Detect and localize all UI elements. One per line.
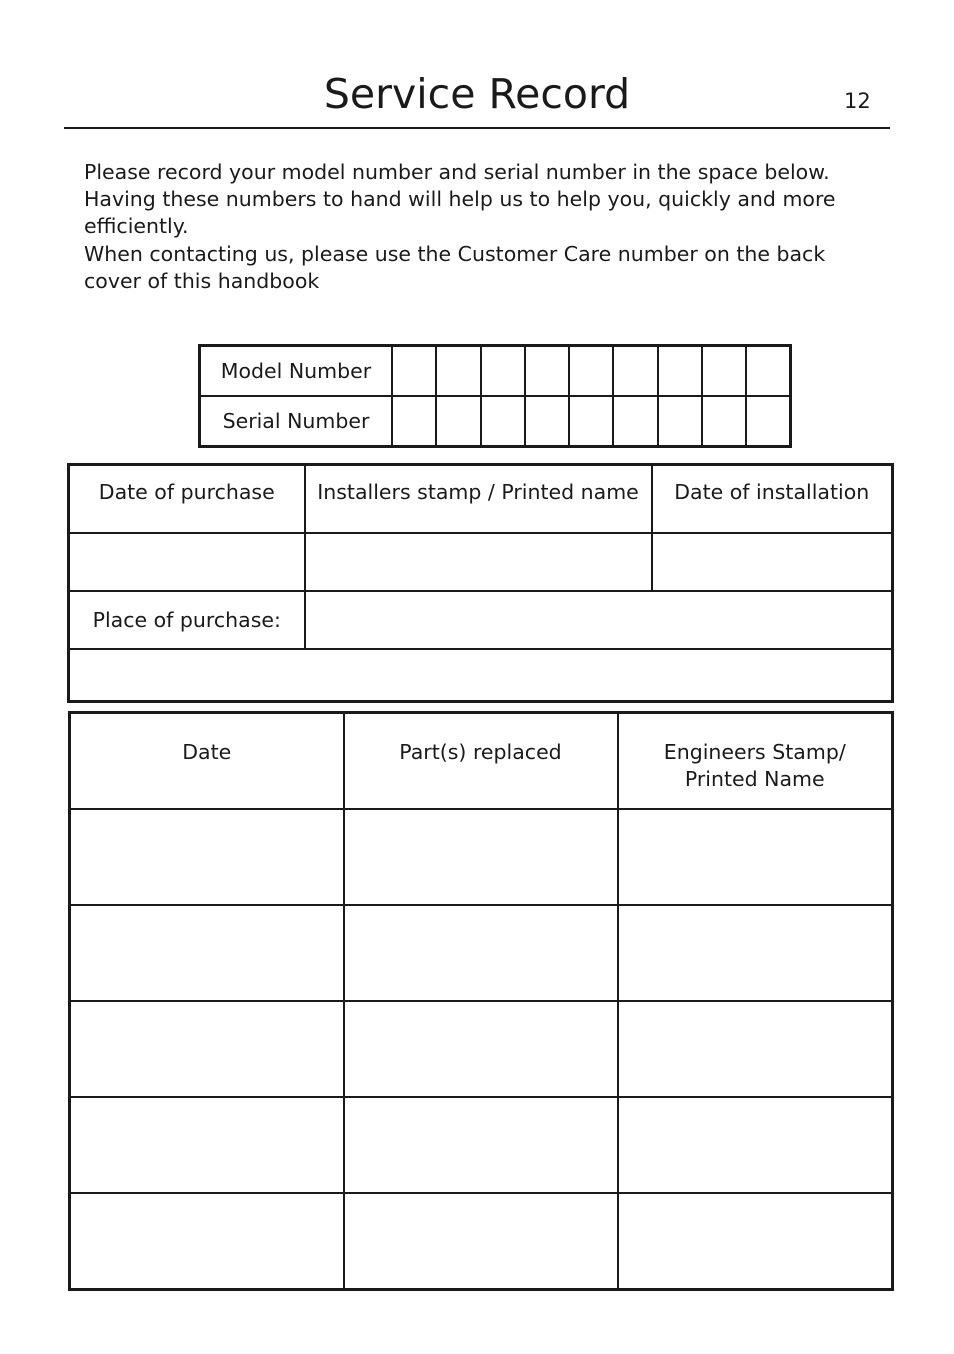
service-table <box>68 711 894 1291</box>
model-number-box[interactable] <box>481 346 525 397</box>
place-of-purchase-row <box>69 591 893 649</box>
model-serial-table <box>198 344 792 448</box>
serial-number-box[interactable] <box>392 396 436 447</box>
model-number-row <box>200 346 791 397</box>
model-number-box[interactable] <box>569 346 613 397</box>
place-of-purchase-label: Place of purchase: <box>69 591 305 649</box>
date-of-installation-header: Date of installation <box>652 465 893 534</box>
service-parts-field[interactable] <box>344 809 618 905</box>
service-date-field[interactable] <box>70 1097 344 1193</box>
service-date-field[interactable] <box>70 809 344 905</box>
purchase-header-row <box>69 465 893 534</box>
model-number-box[interactable] <box>436 346 480 397</box>
page-number: 12 <box>844 89 871 113</box>
engineer-stamp-header-line-2: Printed Name <box>684 767 825 791</box>
date-of-purchase-field[interactable] <box>69 533 305 591</box>
serial-number-box[interactable] <box>481 396 525 447</box>
serial-number-box[interactable] <box>746 396 790 447</box>
service-engineer-field[interactable] <box>618 1193 893 1290</box>
serial-number-box[interactable] <box>436 396 480 447</box>
service-parts-field[interactable] <box>344 1097 618 1193</box>
date-header: Date <box>70 713 344 810</box>
service-date-field[interactable] <box>70 905 344 1001</box>
service-row <box>70 1097 893 1193</box>
purchase-extra-field[interactable] <box>69 649 893 702</box>
serial-number-box[interactable] <box>525 396 569 447</box>
purchase-extra-row <box>69 649 893 702</box>
purchase-table <box>67 463 894 703</box>
service-row <box>70 1001 893 1097</box>
model-number-box[interactable] <box>392 346 436 397</box>
service-header-row <box>70 713 893 810</box>
engineer-stamp-header <box>618 713 893 810</box>
service-engineer-field[interactable] <box>618 1097 893 1193</box>
intro-line-3: When contacting us, please use the Customer Care number on the back cover of this handbook <box>84 241 826 293</box>
service-parts-field[interactable] <box>344 1193 618 1290</box>
serial-number-box[interactable] <box>569 396 613 447</box>
service-row <box>70 905 893 1001</box>
serial-number-label: Serial Number <box>200 396 393 447</box>
place-of-purchase-field[interactable] <box>305 591 893 649</box>
model-number-box[interactable] <box>613 346 657 397</box>
service-engineer-field[interactable] <box>618 809 893 905</box>
service-date-field[interactable] <box>70 1001 344 1097</box>
title-divider <box>64 127 890 129</box>
model-number-label: Model Number <box>200 346 393 397</box>
model-number-box[interactable] <box>658 346 702 397</box>
page-title: Service Record <box>323 70 631 118</box>
serial-number-box[interactable] <box>658 396 702 447</box>
service-date-field[interactable] <box>70 1193 344 1290</box>
serial-number-row <box>200 396 791 447</box>
serial-number-box[interactable] <box>702 396 746 447</box>
purchase-entry-row <box>69 533 893 591</box>
model-number-box[interactable] <box>525 346 569 397</box>
service-engineer-field[interactable] <box>618 905 893 1001</box>
installer-header: Installers stamp / Printed name <box>305 465 652 534</box>
serial-number-box[interactable] <box>613 396 657 447</box>
intro-line-2: Having these numbers to hand will help us to help you, quickly and more efficiently. <box>84 187 836 239</box>
service-engineer-field[interactable] <box>618 1001 893 1097</box>
service-parts-field[interactable] <box>344 1001 618 1097</box>
model-number-box[interactable] <box>702 346 746 397</box>
date-of-installation-field[interactable] <box>652 533 893 591</box>
intro-text <box>84 159 874 295</box>
service-row <box>70 809 893 905</box>
model-number-box[interactable] <box>746 346 790 397</box>
service-parts-field[interactable] <box>344 905 618 1001</box>
engineer-stamp-header-line-1: Engineers Stamp/ <box>663 740 846 764</box>
intro-line-1: Please record your model number and serial number in the space below. <box>84 160 830 184</box>
installer-field[interactable] <box>305 533 652 591</box>
date-of-purchase-header: Date of purchase <box>69 465 305 534</box>
parts-replaced-header: Part(s) replaced <box>344 713 618 810</box>
service-row <box>70 1193 893 1290</box>
